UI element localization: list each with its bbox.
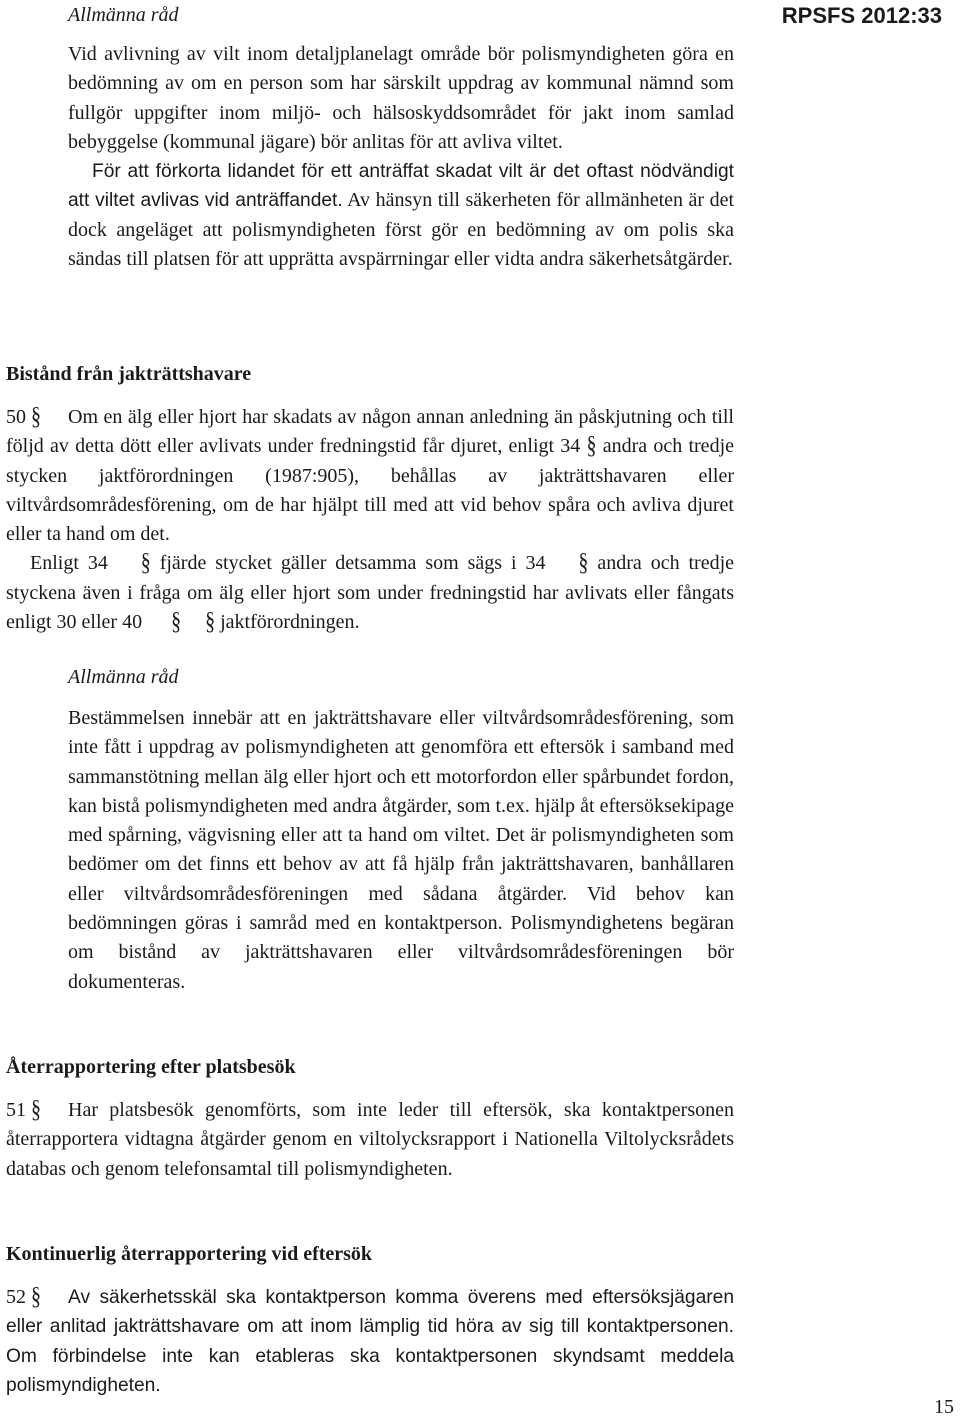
paragraph-number: 50 §: [6, 403, 68, 432]
rule-paragraph: 52 § Av säkerhetsskäl ska kontaktperson komma överens med eftersöksjägaren eller anlitad jakträttshavare om att inom lämplig tid höra av sig till kontaktpersonen. Om förbindelse inte kan etableras ska kontaktpersonen skyndsamt meddela polismyndigheten.: [6, 1283, 734, 1400]
section-sign: §: [140, 549, 151, 578]
section-sign: §: [31, 403, 41, 431]
general-advice-block-2: [68, 704, 734, 997]
section-sign: §: [171, 608, 182, 636]
paragraph-51: [6, 1096, 734, 1184]
paragraph-number: 51 §: [6, 1096, 68, 1125]
section-sign: §: [586, 432, 597, 460]
advice-sentence: Av hänsyn till säkerheten för allmänheten är det dock angeläget att polismyndigheten först gör en bedömning av om polis ska sändas till platsen för att upprätta avspärrningar eller vidta andra säkerhetsåtgärder.: [68, 189, 734, 271]
section-heading: Återrapportering efter platsbesök: [6, 1056, 296, 1078]
paragraph-52: [6, 1283, 734, 1400]
section-heading: Kontinuerlig återrapportering vid eftersök: [6, 1243, 373, 1265]
advice-paragraph: Bestämmelsen innebär att en jakträttshavare eller viltvårdsområdesförening, som inte fått i uppdrag av polismyndigheten att genomföra ett eftersök i samband med sammanstötning mellan älg eller hjort och ett motorfordon eller spårbundet fordon, kan bistå polismyndigheten med andra åtgärder, som t.ex. hjälp åt eftersöksekipage med spårning, vägvisning eller att ta hand om viltet. Det är polismyndigheten som bedömer om det finns ett behov av att få hjälp från jakträttshavaren, banhållaren eller viltvårdsområdesföreningen med sådana åtgärder. Vid behov kan bedömningen göras i samråd med en kontaktperson. Polismyndighetens begäran om bistånd av jakträttshavaren eller viltvårdsområdesföreningen bör dokumenteras.: [68, 707, 734, 993]
paragraph-50: [6, 403, 734, 637]
paragraph-number: 52 §: [6, 1283, 68, 1312]
page-number: 15: [934, 1396, 954, 1418]
rule-paragraph: 51 § Har platsbesök genomförts, som inte leder till eftersök, ska kontaktpersonen återrapportera vidtagna åtgärder genom en viltolycksrapport i Nationella Viltolycksrådets databas och genom telefonsamtal till polismyndigheten.: [6, 1096, 734, 1184]
section-sign: §: [205, 608, 216, 636]
document-identifier: RPSFS 2012:33: [781, 3, 942, 28]
section-sign: §: [31, 1283, 41, 1311]
section-sign: §: [31, 1096, 41, 1124]
section-heading: Bistånd från jakträttshavare: [6, 363, 252, 385]
general-advice-block-1: [68, 40, 734, 274]
running-header-label: Allmänna råd: [68, 4, 179, 26]
rule-paragraph: 50 § Om en älg eller hjort har skadats av någon annan anledning än påskjutning och till följd av detta dött eller avlivats under fredningstid får djuret, enligt 34 § andra och tredje stycken jaktförordningen (1987:905), behållas av jakträttshavaren eller viltvårdsområdesförening, om de har hjälpt till med att vid behov spåra och avliva djuret eller ta hand om det.: [6, 403, 734, 549]
advice-paragraph: Vid avlivning av vilt inom detaljplanelagt område bör polismyndigheten göra en bedömning av om en person som har särskilt uppdrag av kommunal nämnd som fullgör uppgifter inom miljö- och hälsoskyddsområdet för jakt inom samlad bebyggelse (kommunal jägare) bör anlitas för att avliva viltet.: [68, 43, 734, 153]
rule-paragraph: Enligt 34 § fjärde stycket gäller detsamma som sägs i 34 § andra och tredje styckena även i fråga om älg eller hjort som under fredningstid har avlivats eller fångats enligt 30 eller 40 § § jaktförordningen.: [6, 549, 734, 637]
general-advice-label: Allmänna råd: [68, 666, 179, 688]
advice-sentence: För att förkorta lidandet för ett anträffat skadat vilt är det oftast nödvändigt att viltet avlivas vid anträffandet.: [68, 161, 734, 212]
advice-paragraph: [68, 157, 734, 274]
section-sign: §: [578, 549, 589, 578]
